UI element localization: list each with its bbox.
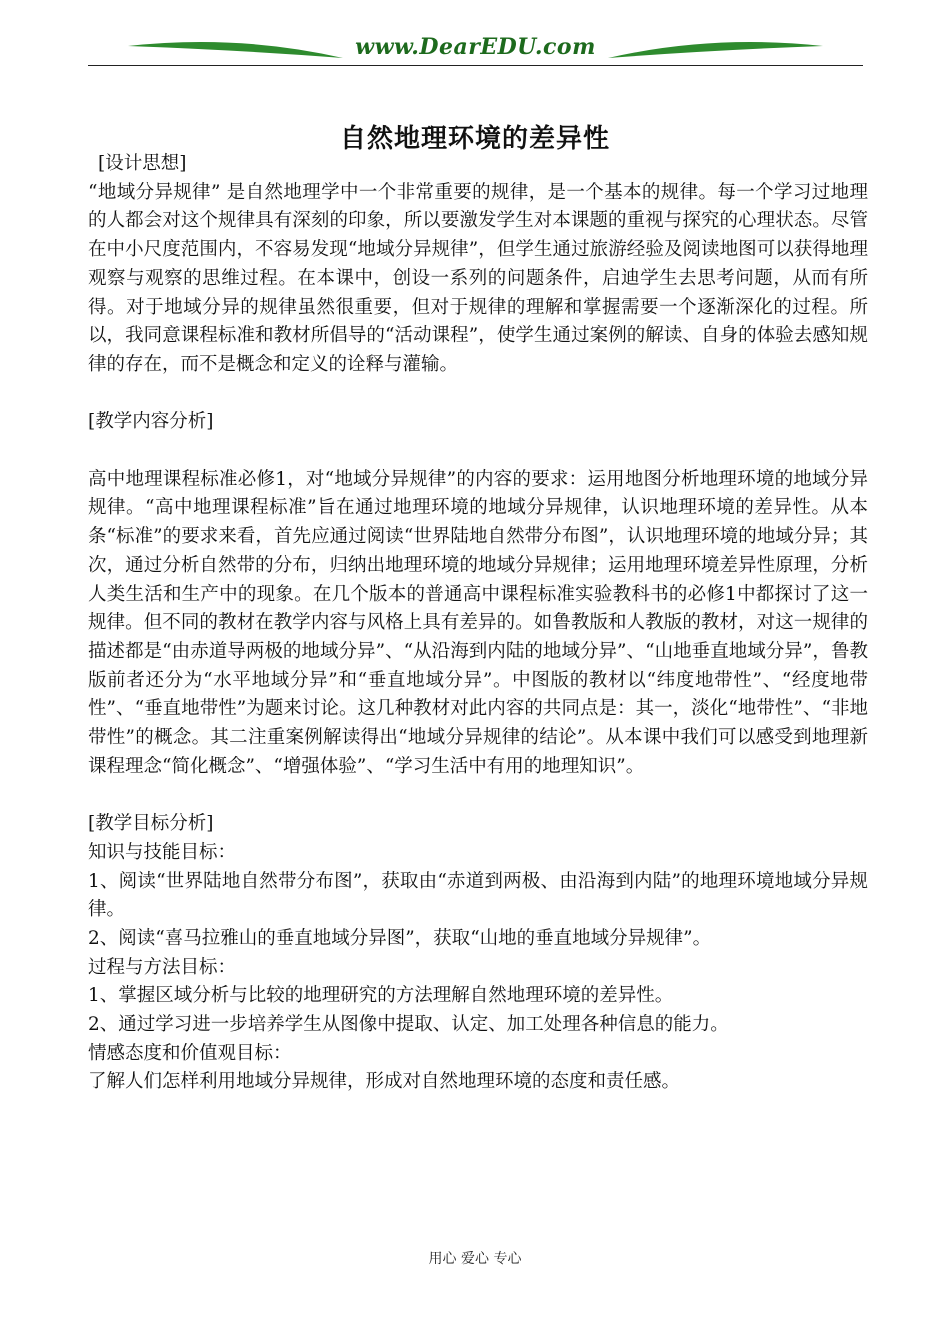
process-goals-heading: 过程与方法目标： <box>88 956 237 978</box>
emotion-goals-heading: 情感态度和价值观目标： <box>88 1042 292 1064</box>
paragraph-content-analysis: 高中地理课程标准必修1，对“地域分异规律”的内容的要求：运用地图分析地理环境的地域分异规律。“高中地理课程标准”旨在通过地理环境的地域分异规律，认识地理环境的差异性。从本条“标准”的要求来看，首先应通过阅读“世界陆地自然带分布图”，认识地理环境的地域分异；其次，通过分析自然带的分布，归纳出地理环境的地域分异规律；运用地理环境差异性原理，分析人类生活和生产中的现象。在几个版本的普通高中课程标准实验教科书的必修1中都探讨了这一规律。但不同的教材在教学内容与风格上具有差异的。如鲁教版和人教版的教材，对这一规律的描述都是“由赤道导两极的地域分异”、“从沿海到内陆的地域分异”、“山地垂直地域分异”，鲁教版前者还分为“水平地域分异”和“垂直地域分异”。中图版的教材以“纬度地带性”、“经度地带性”、“垂直地带性”为题来讨论。这几种教材对此内容的共同点是：其一，淡化“地带性”、“非地带性”的概念。其二注重案例解读得出“地域分异规律的结论”。从本课中我们可以感受到地理新课程理念“简化概念”、“增强体验”、“学习生活中有用的地理知识”。 <box>88 468 868 777</box>
spacer <box>88 781 868 810</box>
knowledge-goal-2: 2、阅读“喜马拉雅山的垂直地域分异图”，获取“山地的垂直地域分异规律”。 <box>88 927 712 949</box>
section-heading-design: [设计思想] <box>98 153 187 174</box>
document-body <box>88 150 868 1097</box>
site-header <box>88 28 863 68</box>
site-logo-text: www.DearEDU.com <box>355 34 596 60</box>
document-title: 自然地理环境的差异性 <box>339 124 610 154</box>
paragraph-design: “地域分异规律” 是自然地理学中一个非常重要的规律，是一个基本的规律。每一个学习过地理的人都会对这个规律具有深刻的印象，所以要激发学生对本课题的重视与探究的心理状态。尽管在中小尺度范围内，不容易发现“地域分异规律”，但学生通过旅游经验及阅读地图可以获得地理观察与观察的思维过程。在本课中，创设一系列的问题条件，启迪学生去思考问题，从而有所得。对于地域分异的规律虽然很重要，但对于规律的理解和掌握需要一个逐渐深化的过程。所以，我同意课程标准和教材所倡导的“活动课程”，使学生通过案例的解读、自身的体验去感知规律的存在，而不是概念和定义的诠释与灌输。 <box>88 181 868 375</box>
spacer <box>88 380 868 409</box>
process-goal-2: 2、通过学习进一步培养学生从图像中提取、认定、加工处理各种信息的能力。 <box>88 1014 729 1036</box>
section-heading-goals: [教学目标分析] <box>88 813 214 835</box>
section-heading-content-analysis: [教学内容分析] <box>88 411 214 433</box>
knowledge-goals-heading: 知识与技能目标： <box>88 841 237 863</box>
page-footer: 用心 爱心 专心 <box>428 1251 522 1267</box>
header-divider <box>88 65 863 66</box>
knowledge-goal-1: 1、阅读“世界陆地自然带分布图”，获取由“赤道到两极、由沿海到内陆”的地理环境地域分异规律。 <box>88 870 868 921</box>
spacer <box>88 437 868 466</box>
process-goal-1: 1、掌握区域分析与比较的地理研究的方法理解自然地理环境的差异性。 <box>88 985 674 1007</box>
emotion-goal-1: 了解人们怎样利用地域分异规律，形成对自然地理环境的态度和责任感。 <box>88 1071 681 1093</box>
